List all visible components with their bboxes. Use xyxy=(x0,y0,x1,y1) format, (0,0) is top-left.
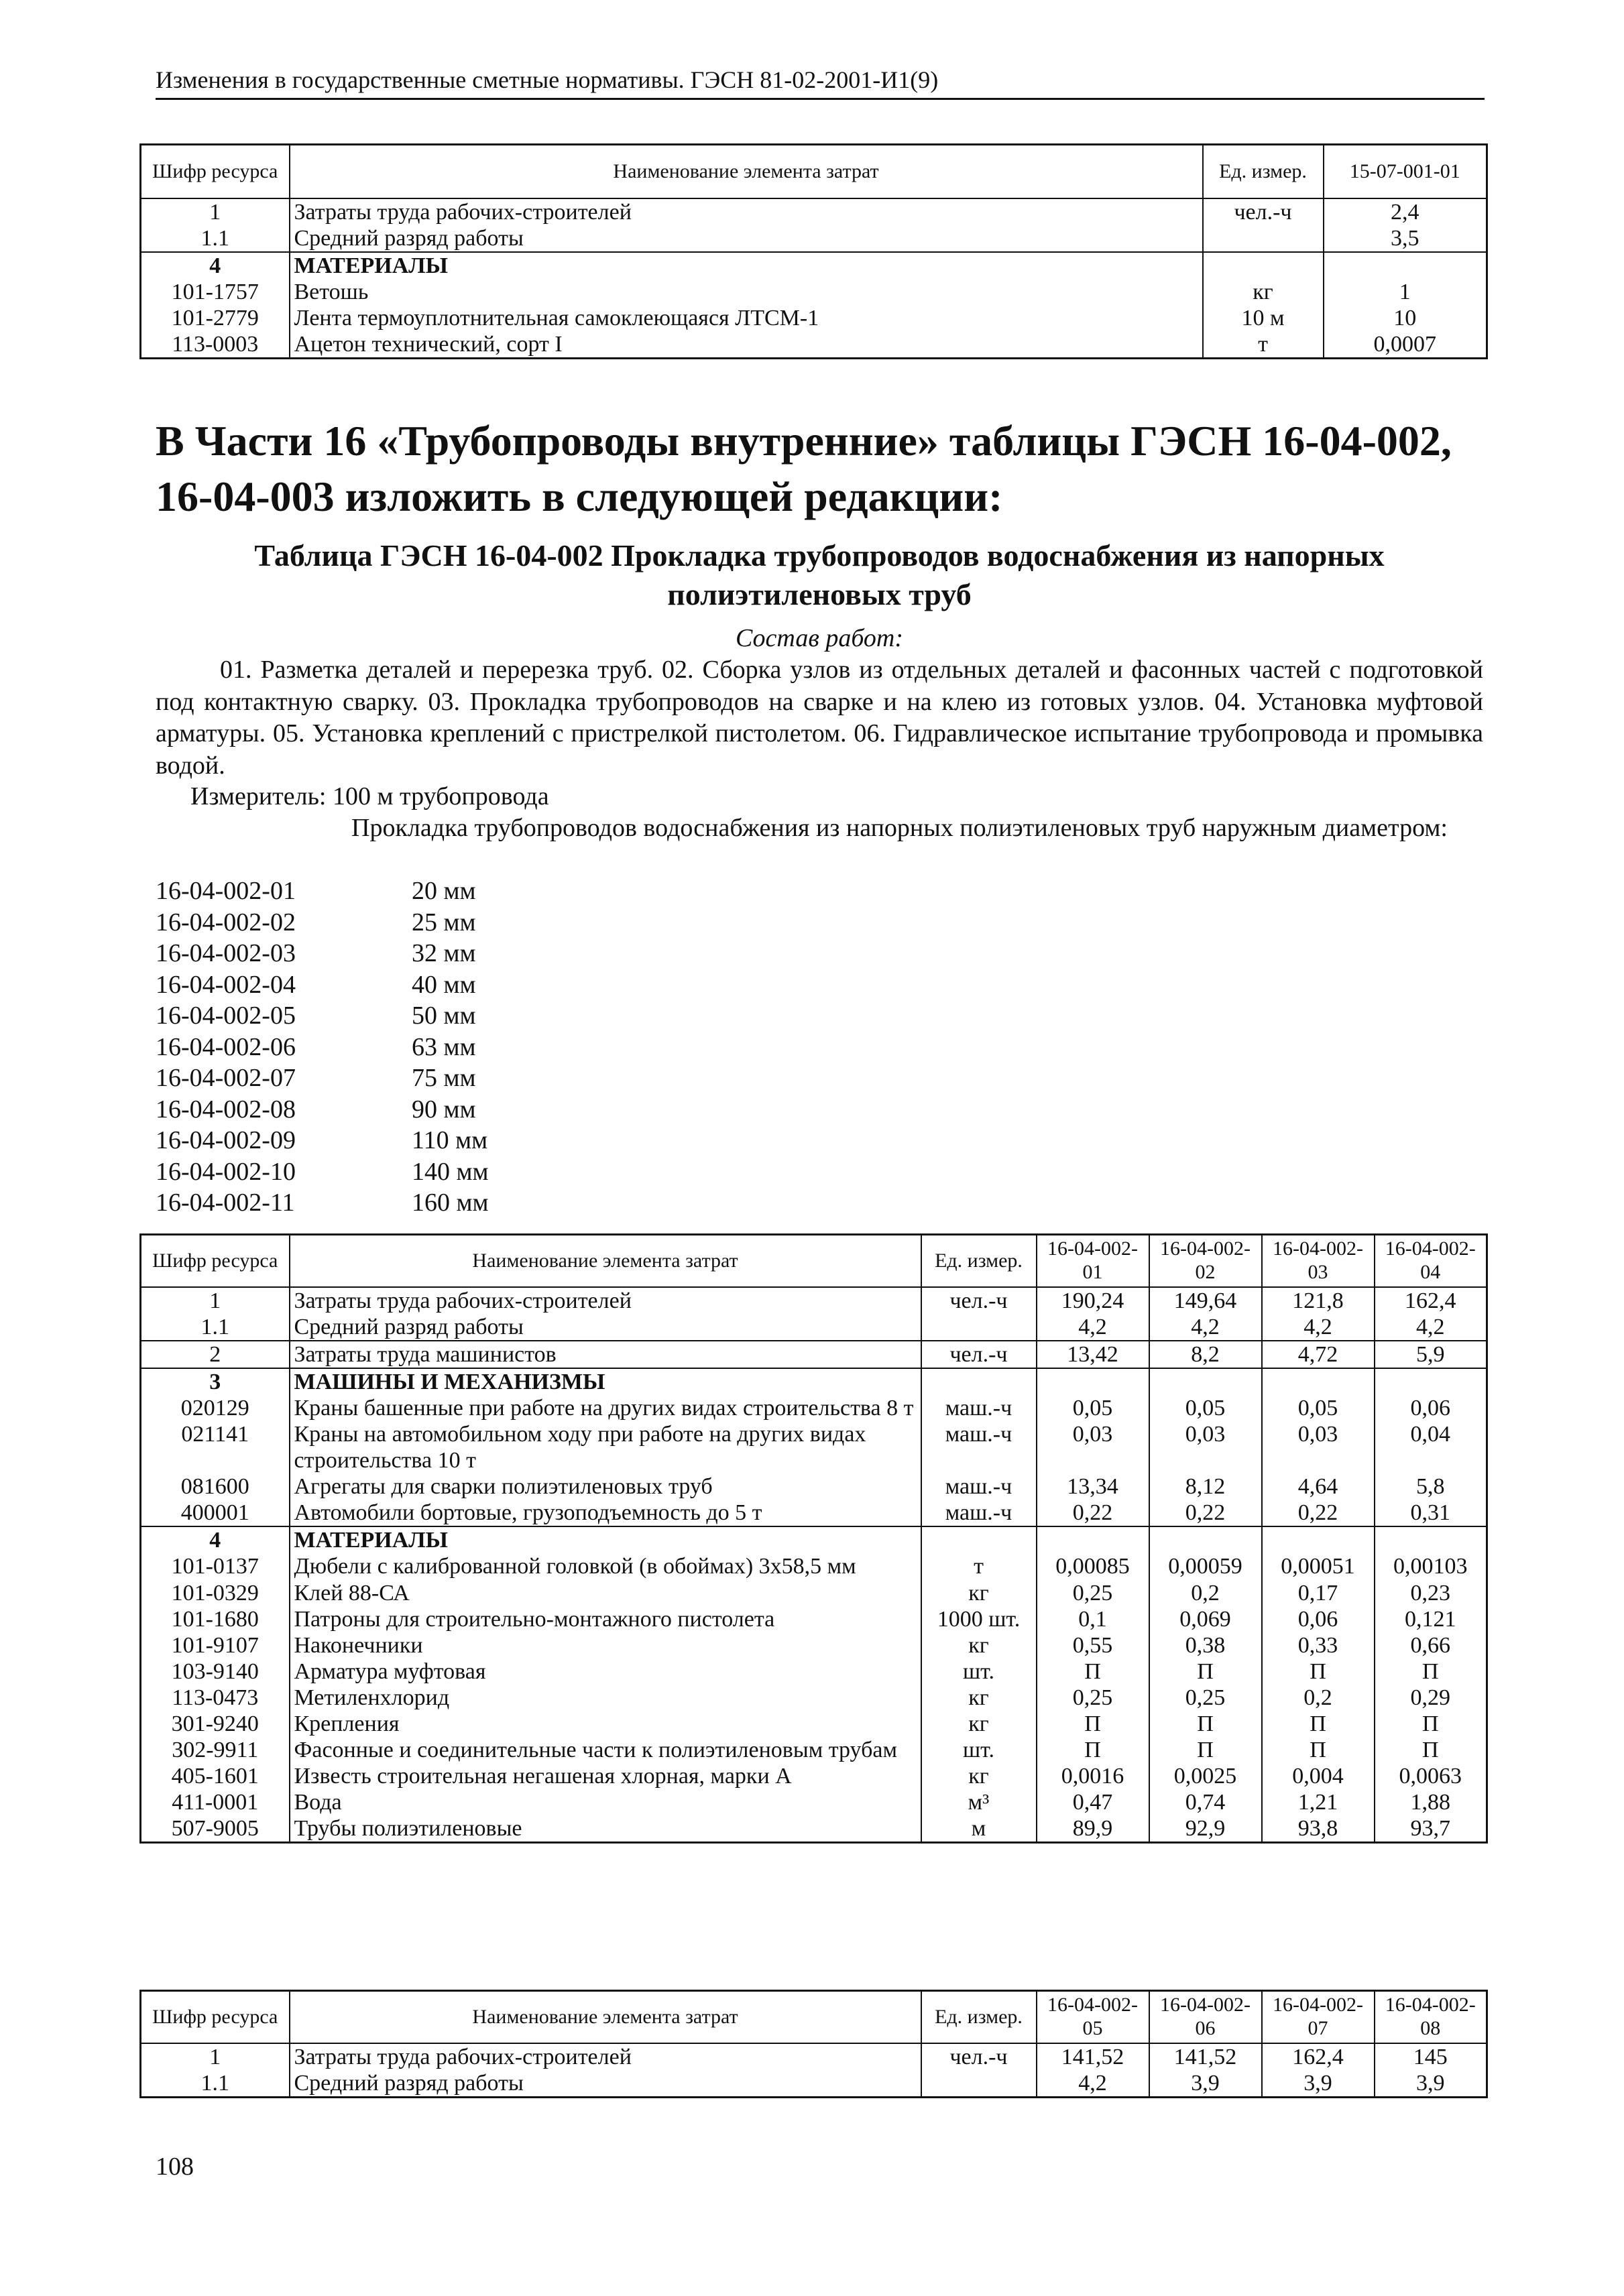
header-unit: Ед. измер. xyxy=(921,1235,1037,1287)
resource-code-cell: 3 xyxy=(141,1368,290,1395)
norm-value-cell: 0,66 xyxy=(1375,1632,1487,1658)
norm-code: 16-04-002-03 xyxy=(156,939,296,967)
unit-cell xyxy=(921,1314,1037,1341)
resource-name-cell: Лента термоуплотнительная самоклеющаяся ЛТСМ-1 xyxy=(290,305,1203,331)
resource-name-cell: Вода xyxy=(290,1789,921,1815)
unit-cell: м³ xyxy=(921,1789,1037,1815)
table-row xyxy=(141,1473,1487,1500)
resource-name-cell: Клей 88-СА xyxy=(290,1580,921,1606)
unit-cell: т xyxy=(921,1553,1037,1579)
resource-name-cell: Краны башенные при работе на других видах строительства 8 т xyxy=(290,1395,921,1421)
resource-name-cell: МАТЕРИАЛЫ xyxy=(290,252,1203,279)
norm-value-cell: 0,0025 xyxy=(1149,1763,1262,1789)
header-norm-col: 16-04-002-06 xyxy=(1149,1991,1262,2043)
resource-code-cell: 113-0003 xyxy=(141,331,290,359)
norm-code: 16-04-002-08 xyxy=(156,1095,296,1124)
norm-value-cell: 0,03 xyxy=(1149,1421,1262,1473)
list-item xyxy=(156,1125,489,1156)
list-item xyxy=(156,1094,489,1126)
norm-value-cell: 0,22 xyxy=(1262,1500,1375,1526)
unit-cell: чел.-ч xyxy=(1203,198,1324,225)
table-header-row xyxy=(141,145,1487,198)
pipe-diameter: 32 мм xyxy=(412,939,476,967)
list-item xyxy=(156,1187,489,1219)
norm-value-cell xyxy=(1037,1368,1149,1395)
header-unit: Ед. измер. xyxy=(1203,145,1324,198)
table-row xyxy=(141,1789,1487,1815)
table-header-row xyxy=(141,1235,1487,1287)
resource-name-cell: Наконечники xyxy=(290,1632,921,1658)
resource-code-cell: 101-2779 xyxy=(141,305,290,331)
norm-code: 16-04-002-10 xyxy=(156,1157,296,1186)
norm-value-cell: 5,8 xyxy=(1375,1473,1487,1500)
norm-value-cell: П xyxy=(1037,1658,1149,1685)
norm-value-cell: П xyxy=(1375,1658,1487,1685)
header-code: Шифр ресурса xyxy=(141,1235,290,1287)
unit-cell: 1000 шт. xyxy=(921,1606,1037,1632)
norm-value-cell: 5,9 xyxy=(1375,1341,1487,1368)
norm-value-cell: П xyxy=(1262,1711,1375,1737)
norm-value-cell: 0,47 xyxy=(1037,1789,1149,1815)
resource-name-cell: Средний разряд работы xyxy=(290,1314,921,1341)
norm-value-cell: 13,42 xyxy=(1037,1341,1149,1368)
table-row xyxy=(141,1341,1487,1368)
resource-code-cell: 113-0473 xyxy=(141,1685,290,1711)
header-norm-col: 16-04-002-05 xyxy=(1037,1991,1149,2043)
norm-value-cell: 0,0063 xyxy=(1375,1763,1487,1789)
pipe-diameter: 75 мм xyxy=(412,1064,476,1092)
norm-value-cell: 0,25 xyxy=(1037,1580,1149,1606)
norm-value-cell: 4,2 xyxy=(1037,1314,1149,1341)
list-item xyxy=(156,1032,489,1063)
header-norm-col: 16-04-002-02 xyxy=(1149,1235,1262,1287)
resource-code-cell: 1 xyxy=(141,1287,290,1314)
norm-value-cell: 0,33 xyxy=(1262,1632,1375,1658)
norm-value-cell: 0,03 xyxy=(1262,1421,1375,1473)
norm-value-cell xyxy=(1375,1526,1487,1553)
pipe-diameter: 160 мм xyxy=(412,1189,489,1217)
table-row xyxy=(141,279,1487,305)
resource-name-cell: Арматура муфтовая xyxy=(290,1658,921,1685)
resource-name-cell: МАТЕРИАЛЫ xyxy=(290,1526,921,1553)
norm-value-cell: П xyxy=(1375,1737,1487,1763)
norm-code: 16-04-002-02 xyxy=(156,908,296,936)
table-row xyxy=(141,225,1487,252)
resource-name-cell: Ацетон технический, сорт I xyxy=(290,331,1203,359)
resource-code-cell: 301-9240 xyxy=(141,1711,290,1737)
table-row xyxy=(141,1421,1487,1473)
norm-value-cell: 0,121 xyxy=(1375,1606,1487,1632)
norm-value-cell: 0,2 xyxy=(1149,1580,1262,1606)
header-norm-col: 16-04-002-01 xyxy=(1037,1235,1149,1287)
header-unit: Ед. измер. xyxy=(921,1991,1037,2043)
norm-value-cell: 0,00059 xyxy=(1149,1553,1262,1579)
resource-code-cell: 1.1 xyxy=(141,1314,290,1341)
resource-name-cell: Автомобили бортовые, грузоподъемность до 5 т xyxy=(290,1500,921,1526)
unit-cell: т xyxy=(1203,331,1324,359)
norm-value-cell: 4,2 xyxy=(1149,1314,1262,1341)
running-header: Изменения в государственные сметные нормативы. ГЭСН 81-02-2001-И1(9) xyxy=(156,66,1485,100)
resource-code-cell: 400001 xyxy=(141,1500,290,1526)
table-row xyxy=(141,305,1487,331)
pipe-diameter: 25 мм xyxy=(412,908,476,936)
resource-table-16-04-002-01-04 xyxy=(139,1233,1488,1844)
norm-value-cell: 93,7 xyxy=(1375,1815,1487,1843)
resource-code-cell: 081600 xyxy=(141,1473,290,1500)
unit-cell xyxy=(1203,225,1324,252)
norm-value-cell: 0,25 xyxy=(1149,1685,1262,1711)
table-row xyxy=(141,1815,1487,1843)
norm-value-cell: 0,05 xyxy=(1262,1395,1375,1421)
norm-value-cell: 1,21 xyxy=(1262,1789,1375,1815)
norm-code: 16-04-002-09 xyxy=(156,1126,296,1154)
unit-cell: кг xyxy=(921,1580,1037,1606)
resource-code-cell: 1.1 xyxy=(141,2070,290,2098)
resource-code-cell: 020129 xyxy=(141,1395,290,1421)
norm-value-cell: П xyxy=(1037,1737,1149,1763)
header-norm-col: 16-04-002-04 xyxy=(1375,1235,1487,1287)
unit-cell: чел.-ч xyxy=(921,1341,1037,1368)
pipe-diameter: 110 мм xyxy=(412,1126,488,1154)
norm-value-cell: 0,0007 xyxy=(1324,331,1487,359)
page-number: 108 xyxy=(156,2153,194,2181)
list-item xyxy=(156,1000,489,1032)
resource-name-cell: Средний разряд работы xyxy=(290,2070,921,2098)
norm-value-cell: 0,05 xyxy=(1149,1395,1262,1421)
resource-name-cell: Затраты труда рабочих-строителей xyxy=(290,2043,921,2070)
norm-code: 16-04-002-05 xyxy=(156,1002,296,1030)
norm-value-cell: 0,25 xyxy=(1037,1685,1149,1711)
resource-name-cell: Затраты труда рабочих-строителей xyxy=(290,198,1203,225)
table-title xyxy=(156,536,1483,613)
resource-name-cell: Трубы полиэтиленовые xyxy=(290,1815,921,1843)
list-item xyxy=(156,969,489,1001)
norm-value-cell: П xyxy=(1262,1658,1375,1685)
norm-value-cell: 0,0016 xyxy=(1037,1763,1149,1789)
resource-code-cell: 405-1601 xyxy=(141,1763,290,1789)
norm-code: 16-04-002-06 xyxy=(156,1032,296,1061)
resource-code-cell: 101-0329 xyxy=(141,1580,290,1606)
resource-code-cell: 101-9107 xyxy=(141,1632,290,1658)
table-row xyxy=(141,1737,1487,1763)
list-item xyxy=(156,938,489,969)
header-norm-col: 16-04-002-08 xyxy=(1375,1991,1487,2043)
norm-code: 16-04-002-01 xyxy=(156,877,296,905)
norm-value-cell: 141,52 xyxy=(1149,2043,1262,2070)
norm-value-cell: 4,64 xyxy=(1262,1473,1375,1500)
table-row xyxy=(141,2070,1487,2098)
resource-code-cell: 101-1757 xyxy=(141,279,290,305)
unit-cell: м xyxy=(921,1815,1037,1843)
norm-value-cell: 0,004 xyxy=(1262,1763,1375,1789)
norm-value-cell: 3,5 xyxy=(1324,225,1487,252)
header-code: Шифр ресурса xyxy=(141,1991,290,2043)
header-name: Наименование элемента затрат xyxy=(290,1235,921,1287)
resource-code-cell: 021141 xyxy=(141,1421,290,1473)
norm-value-cell: 149,64 xyxy=(1149,1287,1262,1314)
unit-cell: кг xyxy=(921,1711,1037,1737)
norm-value-cell: 4,72 xyxy=(1262,1341,1375,1368)
resource-name-cell: Краны на автомобильном ходу при работе на других видах строительства 10 т xyxy=(290,1421,921,1473)
unit-cell: кг xyxy=(921,1685,1037,1711)
norm-value-cell: 3,9 xyxy=(1149,2070,1262,2098)
work-composition-text: 01. Разметка деталей и перерезка труб. 02. Сборка узлов из отдельных деталей и фасонных частей с подготовкой под контактную сварку. 03. Прокладка трубопроводов на сварке и на клею из готовых узлов. 04. Установка муфтовой арматуры. 05. Установка креплений с пристрелкой пистолетом. 06. Гидравлическое испытание трубопровода и промывка водой. xyxy=(156,656,1483,780)
resource-name-cell: Дюбели с калиброванной головкой (в обоймах) 3х58,5 мм xyxy=(290,1553,921,1579)
norm-group-subtitle: Прокладка трубопроводов водоснабжения из напорных полиэтиленовых труб наружным диаметром: xyxy=(351,814,1448,842)
norm-value-cell: 3,9 xyxy=(1262,2070,1375,2098)
norm-value-cell: 8,12 xyxy=(1149,1473,1262,1500)
norm-value-cell xyxy=(1037,1526,1149,1553)
unit-cell: шт. xyxy=(921,1658,1037,1685)
norm-value-cell: 1 xyxy=(1324,279,1487,305)
norm-value-cell: 4,2 xyxy=(1262,1314,1375,1341)
work-composition-title: Состав работ: xyxy=(735,624,904,652)
norm-value-cell: 93,8 xyxy=(1262,1815,1375,1843)
resource-name-cell: Затраты труда рабочих-строителей xyxy=(290,1287,921,1314)
norm-value-cell: 1,88 xyxy=(1375,1789,1487,1815)
norm-value-cell: 92,9 xyxy=(1149,1815,1262,1843)
table-row xyxy=(141,1500,1487,1526)
unit-cell xyxy=(921,1526,1037,1553)
norm-value-cell xyxy=(1375,1368,1487,1395)
norm-value-cell: 0,03 xyxy=(1037,1421,1149,1473)
norm-value-cell: 162,4 xyxy=(1375,1287,1487,1314)
norm-value-cell: 0,069 xyxy=(1149,1606,1262,1632)
table-title-line: полиэтиленовых труб xyxy=(667,577,972,611)
norm-value-cell xyxy=(1149,1368,1262,1395)
norm-value-cell: П xyxy=(1375,1711,1487,1737)
norm-value-cell: 190,24 xyxy=(1037,1287,1149,1314)
table-row xyxy=(141,1685,1487,1711)
pipe-diameter: 50 мм xyxy=(412,1002,476,1030)
norm-code-list xyxy=(156,875,489,1219)
norm-value-cell: 141,52 xyxy=(1037,2043,1149,2070)
table-row xyxy=(141,1553,1487,1579)
unit-cell: маш.-ч xyxy=(921,1421,1037,1473)
norm-value-cell: 0,29 xyxy=(1375,1685,1487,1711)
resource-name-cell: Патроны для строительно-монтажного пистолета xyxy=(290,1606,921,1632)
norm-value-cell: 0,23 xyxy=(1375,1580,1487,1606)
norm-value-cell: 162,4 xyxy=(1262,2043,1375,2070)
norm-value-cell: 4,2 xyxy=(1375,1314,1487,1341)
resource-code-cell: 302-9911 xyxy=(141,1737,290,1763)
table-row xyxy=(141,1632,1487,1658)
norm-value-cell: 0,55 xyxy=(1037,1632,1149,1658)
resource-code-cell: 1.1 xyxy=(141,225,290,252)
unit-cell: чел.-ч xyxy=(921,1287,1037,1314)
unit-cell: кг xyxy=(921,1763,1037,1789)
norm-value-cell: 13,34 xyxy=(1037,1473,1149,1500)
table-row xyxy=(141,1287,1487,1314)
norm-value-cell: 121,8 xyxy=(1262,1287,1375,1314)
pipe-diameter: 90 мм xyxy=(412,1095,476,1124)
norm-value-cell: 0,00085 xyxy=(1037,1553,1149,1579)
norm-value-cell: 0,05 xyxy=(1037,1395,1149,1421)
resource-name-cell: Крепления xyxy=(290,1711,921,1737)
table-row xyxy=(141,1658,1487,1685)
norm-value-cell: П xyxy=(1149,1711,1262,1737)
header-name: Наименование элемента затрат xyxy=(290,1991,921,2043)
norm-value-cell: 0,17 xyxy=(1262,1580,1375,1606)
norm-value-cell: 0,06 xyxy=(1262,1606,1375,1632)
table-header-row xyxy=(141,1991,1487,2043)
resource-code-cell: 4 xyxy=(141,252,290,279)
list-item xyxy=(156,875,489,907)
unit-cell: маш.-ч xyxy=(921,1473,1037,1500)
resource-table-15-07-001 xyxy=(139,143,1488,359)
table-row xyxy=(141,1763,1487,1789)
norm-value-cell: 8,2 xyxy=(1149,1341,1262,1368)
table-row xyxy=(141,2043,1487,2070)
table-row xyxy=(141,1314,1487,1341)
resource-name-cell: Ветошь xyxy=(290,279,1203,305)
list-item xyxy=(156,1063,489,1094)
norm-value-cell xyxy=(1324,252,1487,279)
norm-value-cell: 145 xyxy=(1375,2043,1487,2070)
resource-code-cell: 4 xyxy=(141,1526,290,1553)
norm-value-cell: 0,22 xyxy=(1149,1500,1262,1526)
norm-value-cell: П xyxy=(1037,1711,1149,1737)
norm-value-cell: 0,2 xyxy=(1262,1685,1375,1711)
norm-value-cell: П xyxy=(1149,1737,1262,1763)
resource-code-cell: 101-1680 xyxy=(141,1606,290,1632)
table-row xyxy=(141,1711,1487,1737)
norm-value-cell: 0,04 xyxy=(1375,1421,1487,1473)
unit-cell: маш.-ч xyxy=(921,1500,1037,1526)
norm-code: 16-04-002-04 xyxy=(156,970,296,999)
table-row xyxy=(141,1368,1487,1395)
norm-value-cell: 0,31 xyxy=(1375,1500,1487,1526)
norm-value-cell: 2,4 xyxy=(1324,198,1487,225)
norm-value-cell: 0,38 xyxy=(1149,1632,1262,1658)
resource-name-cell: Агрегаты для сварки полиэтиленовых труб xyxy=(290,1473,921,1500)
norm-value-cell: 0,06 xyxy=(1375,1395,1487,1421)
table-row xyxy=(141,252,1487,279)
header-norm-col: 16-04-002-03 xyxy=(1262,1235,1375,1287)
pipe-diameter: 140 мм xyxy=(412,1157,489,1186)
resource-code-cell: 101-0137 xyxy=(141,1553,290,1579)
norm-value-cell: 3,9 xyxy=(1375,2070,1487,2098)
unit-cell xyxy=(1203,252,1324,279)
resource-code-cell: 1 xyxy=(141,198,290,225)
unit-cell: кг xyxy=(921,1632,1037,1658)
list-item xyxy=(156,907,489,939)
norm-code: 16-04-002-11 xyxy=(156,1189,295,1217)
unit-cell: маш.-ч xyxy=(921,1395,1037,1421)
norm-value-cell: 0,74 xyxy=(1149,1789,1262,1815)
unit-cell: чел.-ч xyxy=(921,2043,1037,2070)
unit-cell: шт. xyxy=(921,1737,1037,1763)
unit-cell: кг xyxy=(1203,279,1324,305)
resource-name-cell: Средний разряд работы xyxy=(290,225,1203,252)
norm-code: 16-04-002-07 xyxy=(156,1064,296,1092)
resource-name-cell: Известь строительная негашеная хлорная, марки А xyxy=(290,1763,921,1789)
norm-value-cell xyxy=(1149,1526,1262,1553)
table-row xyxy=(141,331,1487,359)
norm-value-cell: П xyxy=(1262,1737,1375,1763)
norm-value-cell: 0,00051 xyxy=(1262,1553,1375,1579)
header-norm-col: 15-07-001-01 xyxy=(1324,145,1487,198)
header-name: Наименование элемента затрат xyxy=(290,145,1203,198)
norm-value-cell: 0,00103 xyxy=(1375,1553,1487,1579)
section-heading: В Части 16 «Трубопроводы внутренние» таблицы ГЭСН 16-04-002, 16-04-003 изложить в следующей редакции: xyxy=(156,417,1452,521)
table-row xyxy=(141,1606,1487,1632)
resource-name-cell: Метиленхлорид xyxy=(290,1685,921,1711)
resource-name-cell: МАШИНЫ И МЕХАНИЗМЫ xyxy=(290,1368,921,1395)
norm-value-cell: 10 xyxy=(1324,305,1487,331)
resource-code-cell: 507-9005 xyxy=(141,1815,290,1843)
resource-code-cell: 411-0001 xyxy=(141,1789,290,1815)
table-row xyxy=(141,198,1487,225)
norm-value-cell: 89,9 xyxy=(1037,1815,1149,1843)
pipe-diameter: 20 мм xyxy=(412,877,476,905)
list-item xyxy=(156,1156,489,1188)
unit-cell xyxy=(921,2070,1037,2098)
norm-value-cell: 4,2 xyxy=(1037,2070,1149,2098)
resource-name-cell: Затраты труда машинистов xyxy=(290,1341,921,1368)
norm-value-cell: 0,22 xyxy=(1037,1500,1149,1526)
norm-value-cell xyxy=(1262,1526,1375,1553)
unit-cell: 10 м xyxy=(1203,305,1324,331)
table-row xyxy=(141,1395,1487,1421)
table-row xyxy=(141,1580,1487,1606)
norm-value-cell: П xyxy=(1149,1658,1262,1685)
resource-code-cell: 103-9140 xyxy=(141,1658,290,1685)
measure-unit: Измеритель: 100 м трубопровода xyxy=(190,782,549,810)
resource-name-cell: Фасонные и соединительные части к полиэтиленовым трубам xyxy=(290,1737,921,1763)
resource-code-cell: 1 xyxy=(141,2043,290,2070)
table-row xyxy=(141,1526,1487,1553)
header-norm-col: 16-04-002-07 xyxy=(1262,1991,1375,2043)
resource-code-cell: 2 xyxy=(141,1341,290,1368)
pipe-diameter: 63 мм xyxy=(412,1032,476,1061)
table-title-line: Таблица ГЭСН 16-04-002 Прокладка трубопроводов водоснабжения из напорных xyxy=(254,538,1385,572)
pipe-diameter: 40 мм xyxy=(412,970,476,999)
unit-cell xyxy=(921,1368,1037,1395)
resource-table-16-04-002-05-08 xyxy=(139,1990,1488,2098)
norm-value-cell xyxy=(1262,1368,1375,1395)
header-code: Шифр ресурса xyxy=(141,145,290,198)
norm-value-cell: 0,1 xyxy=(1037,1606,1149,1632)
